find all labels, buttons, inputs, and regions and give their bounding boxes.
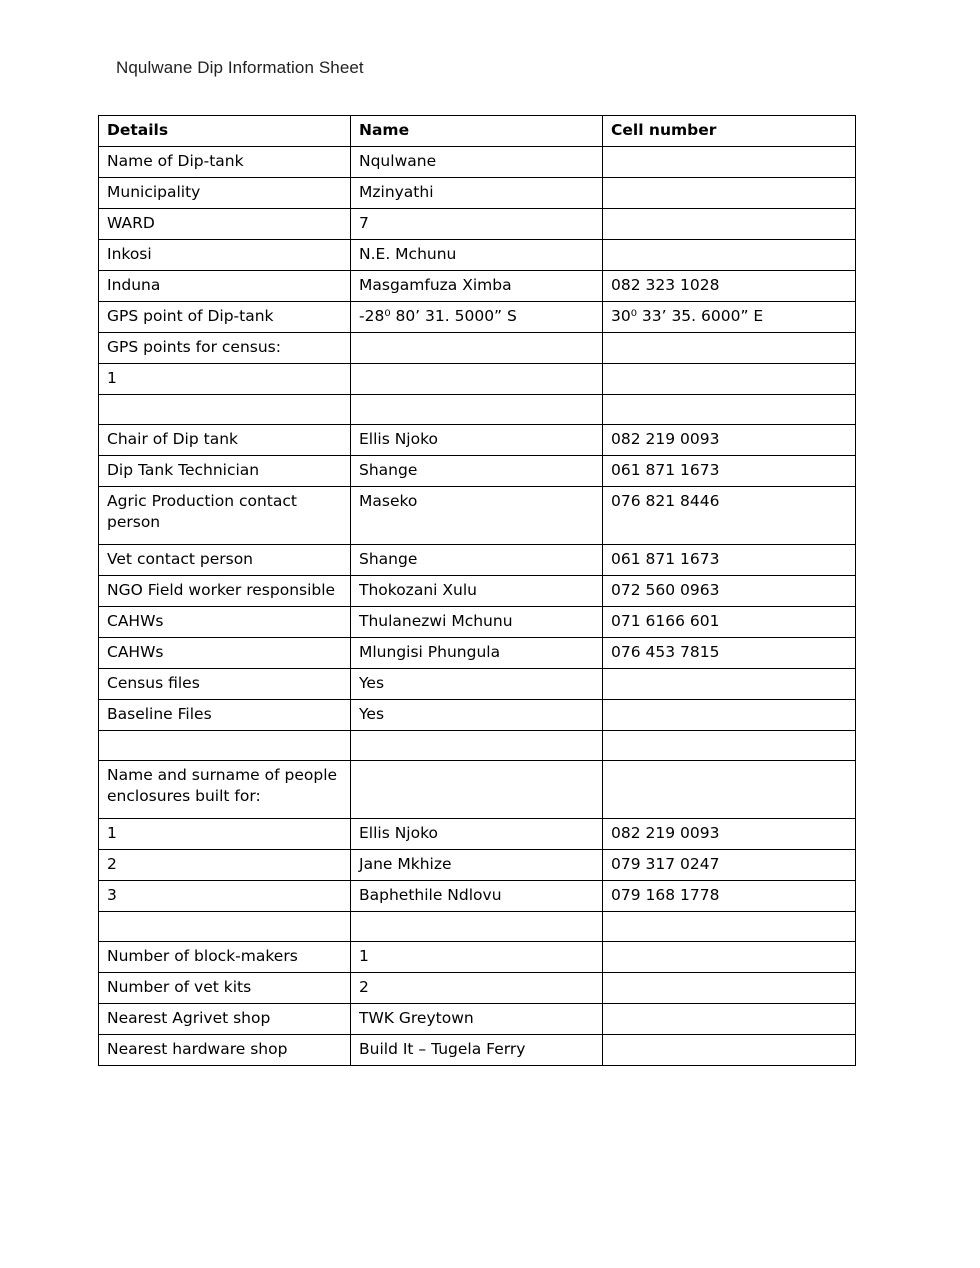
cell-number-cell <box>603 761 856 819</box>
cell-number-cell <box>603 209 856 240</box>
name-cell: Ellis Njoko <box>351 425 603 456</box>
cell-number-cell <box>603 731 856 761</box>
table-row <box>99 178 856 209</box>
table-row <box>99 487 856 545</box>
name-cell: -28⁰ 80’ 31. 5000” S <box>351 302 603 333</box>
header-name: Name <box>351 116 603 147</box>
details-cell: Name and surname of people enclosures built for: <box>99 761 351 819</box>
details-cell: Chair of Dip tank <box>99 425 351 456</box>
name-cell: Yes <box>351 700 603 731</box>
name-cell <box>351 395 603 425</box>
table-row <box>99 607 856 638</box>
cell-number-cell: 079 168 1778 <box>603 881 856 912</box>
details-cell <box>99 395 351 425</box>
cell-number-cell: 072 560 0963 <box>603 576 856 607</box>
details-cell: Induna <box>99 271 351 302</box>
table-row <box>99 731 856 761</box>
name-cell: Nqulwane <box>351 147 603 178</box>
table-row <box>99 881 856 912</box>
name-cell: Ellis Njoko <box>351 819 603 850</box>
cell-number-cell <box>603 147 856 178</box>
table-row <box>99 669 856 700</box>
table-row <box>99 333 856 364</box>
details-cell <box>99 912 351 942</box>
cell-number-cell <box>603 912 856 942</box>
cell-number-cell <box>603 1035 856 1066</box>
name-cell: Baphethile Ndlovu <box>351 881 603 912</box>
cell-number-cell: 079 317 0247 <box>603 850 856 881</box>
details-cell: NGO Field worker responsible <box>99 576 351 607</box>
cell-number-cell: 061 871 1673 <box>603 545 856 576</box>
name-cell: Masgamfuza Ximba <box>351 271 603 302</box>
table-row <box>99 271 856 302</box>
name-cell: Maseko <box>351 487 603 545</box>
name-cell <box>351 912 603 942</box>
cell-number-cell: 076 453 7815 <box>603 638 856 669</box>
table-header-row <box>99 116 856 147</box>
name-cell: 1 <box>351 942 603 973</box>
name-cell: Thulanezwi Mchunu <box>351 607 603 638</box>
details-cell: Vet contact person <box>99 545 351 576</box>
table-row <box>99 425 856 456</box>
details-cell: GPS point of Dip-tank <box>99 302 351 333</box>
dip-info-table <box>98 115 856 1066</box>
table-row <box>99 819 856 850</box>
cell-number-cell: 061 871 1673 <box>603 456 856 487</box>
cell-number-cell: 30⁰ 33’ 35. 6000” E <box>603 302 856 333</box>
details-cell: Municipality <box>99 178 351 209</box>
details-cell: CAHWs <box>99 638 351 669</box>
table-row <box>99 545 856 576</box>
name-cell <box>351 364 603 395</box>
details-cell: WARD <box>99 209 351 240</box>
table-row <box>99 209 856 240</box>
table-row <box>99 942 856 973</box>
table-row <box>99 395 856 425</box>
details-cell: Number of block-makers <box>99 942 351 973</box>
name-cell: Mzinyathi <box>351 178 603 209</box>
details-cell: CAHWs <box>99 607 351 638</box>
name-cell <box>351 333 603 364</box>
cell-number-cell <box>603 395 856 425</box>
details-cell <box>99 731 351 761</box>
table-row <box>99 761 856 819</box>
details-cell: Dip Tank Technician <box>99 456 351 487</box>
details-cell: Agric Production contact person <box>99 487 351 545</box>
details-cell: Nearest Agrivet shop <box>99 1004 351 1035</box>
cell-number-cell <box>603 700 856 731</box>
name-cell <box>351 761 603 819</box>
details-cell: 1 <box>99 819 351 850</box>
details-cell: Number of vet kits <box>99 973 351 1004</box>
header-cell-number: Cell number <box>603 116 856 147</box>
table-row <box>99 456 856 487</box>
details-cell: Census files <box>99 669 351 700</box>
cell-number-cell <box>603 240 856 271</box>
cell-number-cell: 082 219 0093 <box>603 425 856 456</box>
document-title: Nqulwane Dip Information Sheet <box>116 58 364 77</box>
name-cell: Shange <box>351 545 603 576</box>
details-cell: Name of Dip-tank <box>99 147 351 178</box>
name-cell: TWK Greytown <box>351 1004 603 1035</box>
cell-number-cell <box>603 942 856 973</box>
cell-number-cell: 076 821 8446 <box>603 487 856 545</box>
name-cell <box>351 731 603 761</box>
table-row <box>99 1035 856 1066</box>
cell-number-cell <box>603 973 856 1004</box>
name-cell: 7 <box>351 209 603 240</box>
cell-number-cell: 082 323 1028 <box>603 271 856 302</box>
cell-number-cell: 071 6166 601 <box>603 607 856 638</box>
name-cell: Mlungisi Phungula <box>351 638 603 669</box>
table-row <box>99 850 856 881</box>
name-cell: 2 <box>351 973 603 1004</box>
cell-number-cell <box>603 1004 856 1035</box>
details-cell: 2 <box>99 850 351 881</box>
table-row <box>99 576 856 607</box>
table-row <box>99 912 856 942</box>
details-cell: Baseline Files <box>99 700 351 731</box>
details-cell: 3 <box>99 881 351 912</box>
details-cell: 1 <box>99 364 351 395</box>
table-row <box>99 638 856 669</box>
cell-number-cell <box>603 669 856 700</box>
table-row <box>99 240 856 271</box>
details-cell: GPS points for census: <box>99 333 351 364</box>
name-cell: Yes <box>351 669 603 700</box>
table-row <box>99 973 856 1004</box>
name-cell: Jane Mkhize <box>351 850 603 881</box>
details-cell: Inkosi <box>99 240 351 271</box>
cell-number-cell <box>603 333 856 364</box>
cell-number-cell <box>603 364 856 395</box>
table-row <box>99 364 856 395</box>
name-cell: Thokozani Xulu <box>351 576 603 607</box>
table-body <box>99 147 856 1066</box>
table-row <box>99 147 856 178</box>
details-cell: Nearest hardware shop <box>99 1035 351 1066</box>
name-cell: Shange <box>351 456 603 487</box>
table-row <box>99 1004 856 1035</box>
cell-number-cell <box>603 178 856 209</box>
table-row <box>99 302 856 333</box>
name-cell: Build It – Tugela Ferry <box>351 1035 603 1066</box>
table-row <box>99 700 856 731</box>
name-cell: N.E. Mchunu <box>351 240 603 271</box>
cell-number-cell: 082 219 0093 <box>603 819 856 850</box>
header-details: Details <box>99 116 351 147</box>
